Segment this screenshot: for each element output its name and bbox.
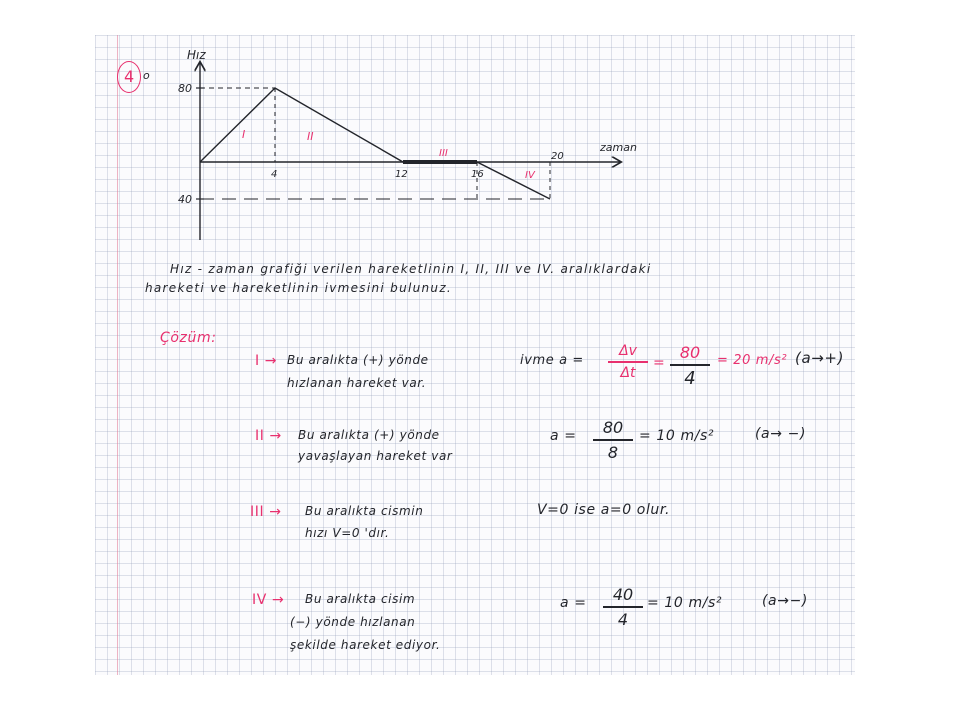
item-III-text-line2: hızı V=0 'dır.	[305, 526, 390, 540]
y-tick-80: 80	[178, 82, 192, 95]
item-I-equals: =	[653, 355, 666, 371]
item-IV-text-line3: şekilde hareket ediyor.	[290, 638, 441, 652]
item-I-result: = 20 m/s²	[717, 353, 788, 368]
problem-number-mark: o	[143, 69, 151, 82]
region-label-III: III	[439, 148, 448, 159]
item-I-frac-value: 80 4	[670, 343, 710, 389]
item-IV-frac: 40 4	[603, 585, 643, 629]
region-label-II: II	[307, 130, 314, 143]
solution-heading: Çözüm:	[160, 330, 217, 346]
item-II-prefix: a =	[550, 428, 577, 444]
y-axis-label: Hız	[187, 48, 206, 62]
item-I-text-line2: hızlanan hareket var.	[287, 376, 427, 390]
velocity-line	[200, 88, 550, 199]
item-IV-result: = 10 m/s²	[647, 595, 723, 611]
x-axis-label: zaman	[600, 141, 637, 154]
roman-III: III →	[250, 504, 282, 520]
item-II-direction: (a→ −)	[755, 426, 807, 442]
item-II-text-line1: Bu aralıkta (+) yönde	[298, 428, 440, 442]
problem-statement-line2: hareketi ve hareketlinin ivmesini bulunuz.	[145, 281, 453, 295]
item-IV-direction: (a→−)	[762, 593, 808, 609]
item-I-prefix: ivme a =	[520, 353, 584, 368]
roman-II: II →	[255, 428, 282, 444]
item-II-result: = 10 m/s²	[639, 428, 715, 444]
item-III-result: V=0 ise a=0 olur.	[537, 502, 671, 518]
item-I-frac-delta: Δv Δt	[608, 343, 648, 381]
x-tick-20: 20	[551, 151, 564, 162]
item-IV-text-line1: Bu aralıkta cisim	[305, 592, 416, 606]
item-I-text-line1: Bu aralıkta (+) yönde	[287, 353, 429, 367]
item-II-frac: 80 8	[593, 418, 633, 462]
x-tick-16: 16	[471, 169, 484, 180]
y-tick-40: 40	[178, 193, 192, 206]
region-label-I: I	[242, 128, 246, 141]
item-IV-text-line2: (−) yönde hızlanan	[290, 615, 416, 629]
roman-I: I →	[255, 353, 278, 369]
problem-number: 4	[124, 67, 135, 86]
roman-IV: IV →	[252, 592, 285, 608]
velocity-time-graph	[95, 35, 855, 265]
x-tick-4: 4	[271, 169, 278, 180]
item-I-direction: (a→+)	[795, 349, 845, 367]
item-II-text-line2: yavaşlayan hareket var	[298, 449, 453, 463]
region-label-IV: IV	[525, 170, 535, 181]
problem-statement-line1: Hız - zaman grafiği verilen hareketlinin I, II, III ve IV. aralıklardaki	[170, 262, 652, 276]
item-IV-prefix: a =	[560, 595, 587, 611]
item-III-text-line1: Bu aralıkta cismin	[305, 504, 424, 518]
x-tick-12: 12	[395, 169, 408, 180]
notebook-page	[95, 35, 855, 675]
